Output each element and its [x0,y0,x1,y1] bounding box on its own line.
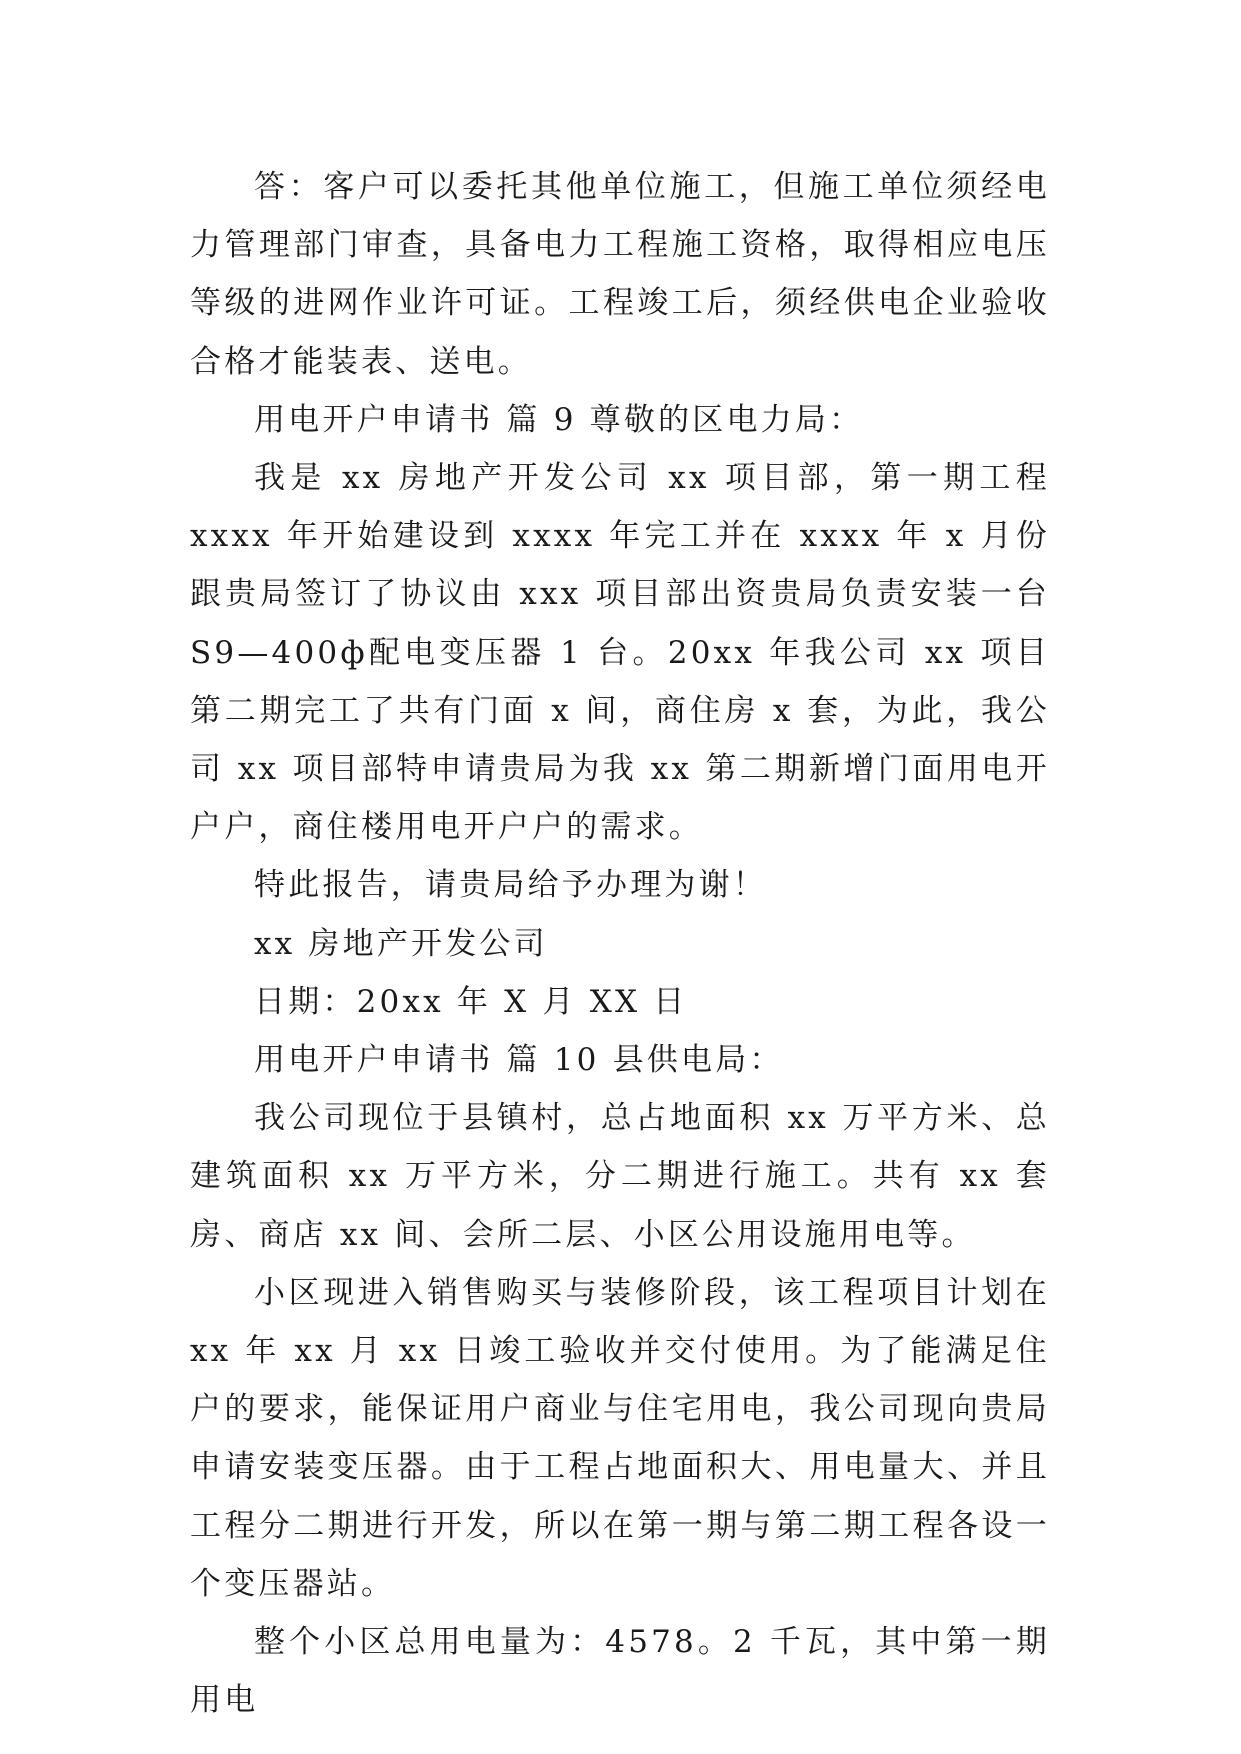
paragraph-progress: 小区现进入销售购买与装修阶段，该工程项目计划在 xx 年 xx 月 xx 日竣工验收并交付使用。为了能满足住户的要求，能保证用户商业与住宅用电，我公司现向贵局申请安装变压器。由于工程占地面积大、用电量大、并且工程分二期进行开发，所以在第一期与第二期工程各设一个变压器站。 [190,1274,1050,1602]
heading-section-10: 用电开户申请书 篇 10 县供电局： [254,1042,784,1079]
signature-company: xx 房地产开发公司 [254,925,548,962]
signature-date: 日期：20xx 年 X 月 XX 日 [254,983,688,1020]
heading-section-9: 用电开户申请书 篇 9 尊敬的区电力局： [254,401,864,438]
paragraph-answer: 答：客户可以委托其他单位施工，但施工单位须经电力管理部门审查，具备电力工程施工资格，取得相应电压等级的进网作业许可证。工程竣工后，须经供电企业验收合格才能装表、送电。 [190,169,1050,380]
paragraph-total-load: 整个小区总用电量为：4578。2 千瓦，其中第一期用电 [190,1624,1050,1719]
paragraph-closing: 特此报告，请贵局给予办理为谢！ [254,867,767,904]
paragraph-location: 我公司现位于县镇村，总占地面积 xx 万平方米、总建筑面积 xx 万平方米，分二期进行施工。共有 xx 套房、商店 xx 间、会所二层、小区公用设施用电等。 [190,1100,1050,1253]
document-body [190,158,1050,1729]
paragraph-application-9: 我是 xx 房地产开发公司 xx 项目部，第一期工程 xxxx 年开始建设到 xxxx 年完工并在 xxxx 年 x 月份跟贵局签订了协议由 xxx 项目部出资贵局负责安装一台 S9—400ф配电变压器 1 台。20xx 年我公司 xx 项目第二期完工了共有门面 x 间，商住房 x 套，为此，我公司 xx 项目部特申请贵局为我 xx 第二期新增门面用电开户户，商住楼用电开户户的需求。 [190,460,1050,846]
